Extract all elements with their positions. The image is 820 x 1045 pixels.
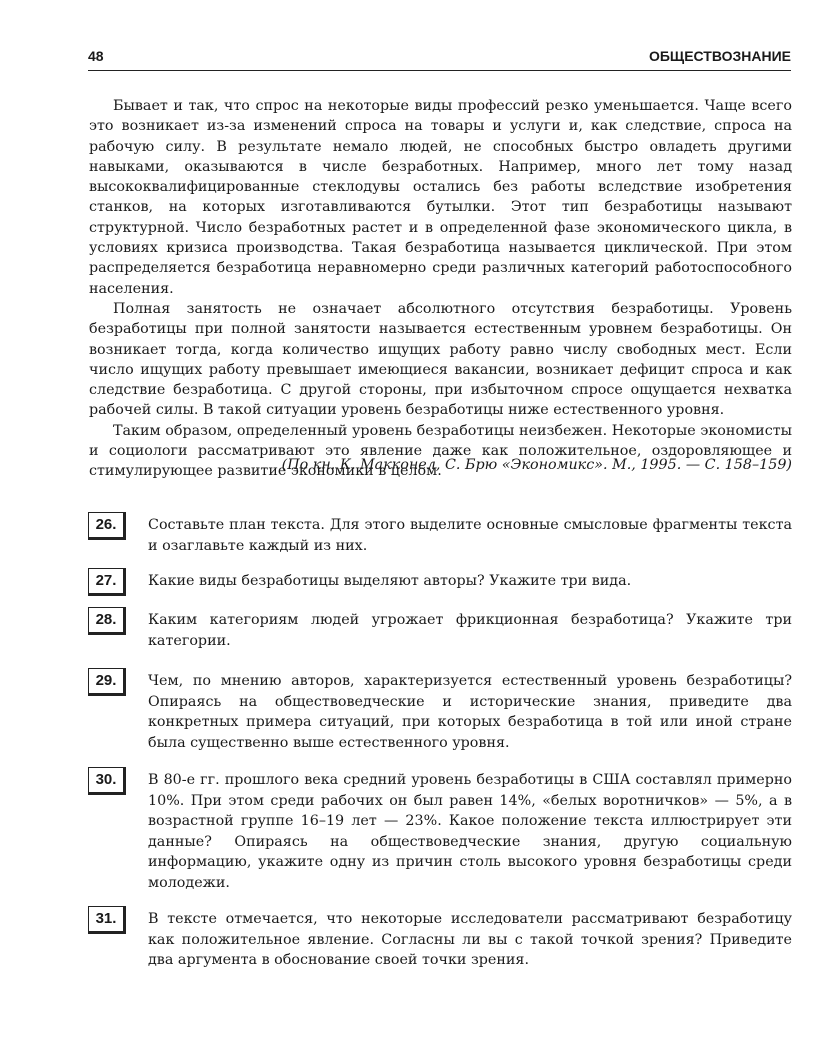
section-title: ОБЩЕСТВОЗНАНИЕ [648,48,791,64]
paragraph: Бывает и так, что спрос на некоторые виды профессий резко уменьшается. Чаще всего это возникает из-за изменений спроса на товары и услуги и, как следствие, спроса на рабочую силу. В результате немало людей, не способных быстро овладеть другими навыками, оказываются в числе безработных. Например, много лет тому назад высококвалифицированные стеклодувы остались без работы вследствие изобретения станков, на которых изготавливаются бутылки. Этот тип безработицы называют структурной. Число безработных растет и в определенной фазе экономического цикла, в условиях кризиса производства. Такая безработица называется циклической. При этом распределяется безработица неравномерно среди различных категорий работоспособного населения. [89,98,792,297]
task-text: Составьте план текста. Для этого выделите основные смысловые фрагменты текста и озаглавьте каждый из них. [148,517,792,554]
task-30 [88,767,792,893]
page-number: 48 [88,48,104,64]
task-31 [88,906,792,971]
source-text [89,96,792,482]
task-number-box: 30. [88,767,126,795]
page-header [88,44,791,71]
task-27 [88,568,792,592]
task-number-box: 28. [88,607,126,635]
paragraph: Полная занятость не означает абсолютного отсутствия безработицы. Уровень безработицы при полной занятости называется естественным уровнем безработицы. Он возникает тогда, когда количество ищущих работу равно числу свободных мест. Если число ищущих работу превышает имеющиеся вакансии, возникает дефицит спроса и как следствие безработица. С другой стороны, при избыточном спросе ощущается нехватка рабочей силы. В такой ситуации уровень безработицы ниже естественного уровня. [89,300,792,419]
task-text: Какие виды безработицы выделяют авторы? Укажите три вида. [148,573,632,589]
task-number-box: 31. [88,906,126,934]
source-citation: (По кн. К. Макконел, С. Брю «Экономикс». М., 1995. — С. 158–159) [281,457,792,473]
task-number-box: 29. [88,668,126,696]
task-28 [88,607,792,651]
task-number-box: 27. [88,568,126,596]
task-text: В тексте отмечается, что некоторые исследователи рассматривают безработицу как положительное явление. Согласны ли вы с такой точкой зрения? Приведите два аргумента в обоснование своей точки зрения. [148,911,792,968]
task-number-box: 26. [88,512,126,540]
task-29 [88,668,792,753]
paragraph: Таким образом, определенный уровень безработицы неизбежен. Некоторые экономисты и социологи рассматривают это явление даже как положительное, оздоровляющее и стимулирующее развитие экономики в целом. [89,422,792,480]
task-text: Чем, по мнению авторов, характеризуется естественный уровень безработицы? Опираясь на обществоведческие и исторические знания, приведите два конкретных примера ситуаций, при которых безработица в той или иной стране была существенно выше естественного уровня. [148,673,792,751]
task-text: Каким категориям людей угрожает фрикционная безработица? Укажите три категории. [148,612,792,649]
task-26 [88,512,792,556]
task-text: В 80-е гг. прошлого века средний уровень безработицы в США составлял примерно 10%. При этом среди рабочих он был равен 14%, «белых воротничков» — 5%, а в возрастной группе 16–19 лет — 23%. Какое положение текста иллюстрирует эти данные? Опираясь на обществоведческие знания, другую социальную информацию, укажите одну из причин столь высокого уровня безработицы среди молодежи. [148,772,792,891]
